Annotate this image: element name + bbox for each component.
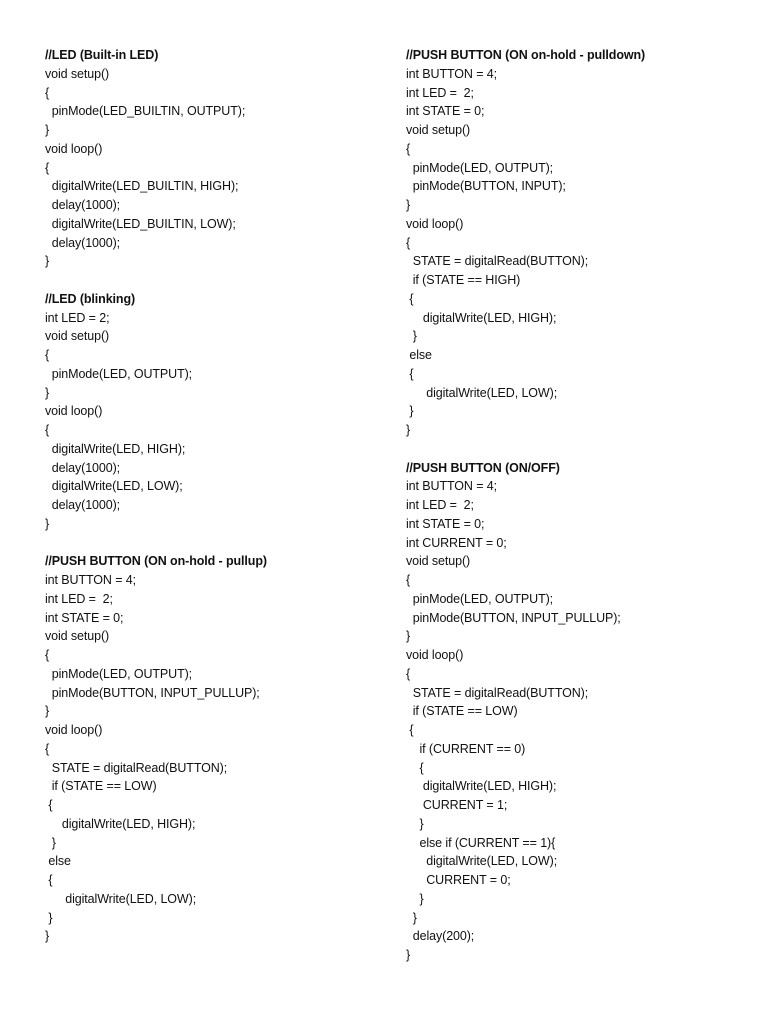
- code-line: }: [406, 948, 411, 963]
- code-line: }: [45, 835, 56, 850]
- code-line: digitalWrite(LED_BUILTIN, LOW);: [45, 216, 236, 231]
- code-line: void setup(): [45, 629, 110, 644]
- code-line: digitalWrite(LED, LOW);: [406, 854, 558, 869]
- code-line: if (STATE == LOW): [406, 704, 518, 719]
- code-line: int STATE = 0;: [406, 104, 485, 119]
- code-line: }: [406, 329, 417, 344]
- code-line: digitalWrite(LED, HIGH);: [406, 779, 557, 794]
- code-line: void loop(): [45, 723, 103, 738]
- code-snippet: [406, 46, 746, 440]
- code-line: STATE = digitalRead(BUTTON);: [406, 254, 589, 269]
- code-line: pinMode(LED, OUTPUT);: [406, 160, 554, 175]
- code-line: void loop(): [406, 216, 464, 231]
- code-line: {: [406, 291, 414, 306]
- snippet-heading: //LED (blinking): [45, 291, 136, 306]
- code-line: pinMode(LED, OUTPUT);: [45, 366, 193, 381]
- code-line: delay(1000);: [45, 235, 121, 250]
- code-line: else if (CURRENT == 1){: [406, 835, 556, 850]
- code-line: void setup(): [406, 123, 471, 137]
- code-line: int STATE = 0;: [406, 516, 485, 531]
- code-snippet: [406, 459, 746, 965]
- code-line: {: [45, 85, 50, 100]
- code-line: }: [406, 891, 424, 906]
- code-line: int LED = 2;: [406, 85, 474, 100]
- code-line: STATE = digitalRead(BUTTON);: [45, 760, 228, 775]
- code-line: {: [45, 741, 50, 756]
- code-line: int BUTTON = 4;: [406, 66, 498, 81]
- code-line: {: [406, 723, 414, 738]
- code-line: {: [45, 348, 50, 363]
- code-line: }: [406, 198, 411, 212]
- code-line: void loop(): [45, 141, 103, 156]
- code-line: STATE = digitalRead(BUTTON);: [406, 685, 589, 700]
- code-snippet: [45, 46, 375, 271]
- code-line: void loop(): [406, 648, 464, 663]
- code-line: digitalWrite(LED, LOW);: [406, 385, 558, 400]
- code-line: digitalWrite(LED, HIGH);: [45, 816, 196, 831]
- code-line: {: [406, 760, 424, 775]
- code-snippet: [45, 290, 375, 534]
- code-line: int LED = 2;: [45, 310, 110, 325]
- code-line: {: [406, 666, 411, 681]
- snippet-heading: //PUSH BUTTON (ON on-hold - pulldown): [406, 48, 646, 62]
- code-line: {: [406, 573, 411, 588]
- code-line: pinMode(BUTTON, INPUT_PULLUP);: [45, 685, 260, 700]
- code-line: digitalWrite(LED, HIGH);: [406, 310, 557, 325]
- code-line: }: [45, 929, 50, 944]
- code-line: void setup(): [406, 554, 471, 569]
- code-line: else: [45, 854, 71, 869]
- code-line: {: [406, 141, 411, 156]
- code-line: digitalWrite(LED, HIGH);: [45, 441, 186, 456]
- code-line: int LED = 2;: [45, 591, 113, 606]
- snippet-heading: //PUSH BUTTON (ON on-hold - pullup): [45, 554, 267, 569]
- code-line: delay(1000);: [45, 198, 121, 212]
- code-line: pinMode(LED, OUTPUT);: [45, 666, 193, 681]
- code-line: delay(1000);: [45, 498, 121, 513]
- code-line: pinMode(BUTTON, INPUT_PULLUP);: [406, 610, 621, 625]
- code-line: digitalWrite(LED_BUILTIN, HIGH);: [45, 179, 239, 194]
- code-line: digitalWrite(LED, LOW);: [45, 479, 183, 494]
- code-line: CURRENT = 0;: [406, 873, 511, 888]
- code-line: int LED = 2;: [406, 498, 474, 513]
- code-line: void setup(): [45, 66, 110, 81]
- code-line: int STATE = 0;: [45, 610, 124, 625]
- code-snippet: [45, 552, 375, 946]
- code-line: delay(1000);: [45, 460, 121, 475]
- code-line: }: [406, 404, 414, 419]
- code-line: int BUTTON = 4;: [406, 479, 498, 494]
- code-line: pinMode(LED_BUILTIN, OUTPUT);: [45, 104, 246, 119]
- code-line: pinMode(LED, OUTPUT);: [406, 591, 554, 606]
- code-line: {: [45, 873, 53, 888]
- code-line: }: [45, 123, 50, 137]
- code-line: }: [45, 516, 50, 531]
- code-line: void loop(): [45, 404, 103, 419]
- code-line: pinMode(BUTTON, INPUT);: [406, 179, 566, 194]
- code-line: }: [45, 910, 53, 925]
- code-line: if (CURRENT == 0): [406, 741, 526, 756]
- code-line: if (STATE == HIGH): [406, 273, 521, 287]
- code-line: void setup(): [45, 329, 110, 344]
- code-line: }: [45, 254, 50, 269]
- snippet-heading: //PUSH BUTTON (ON/OFF): [406, 460, 560, 475]
- left-code-column: [45, 46, 375, 965]
- code-line: {: [406, 366, 414, 381]
- code-line: {: [45, 648, 50, 663]
- code-line: CURRENT = 1;: [406, 798, 508, 813]
- code-line: }: [45, 704, 50, 719]
- code-line: }: [406, 816, 424, 831]
- right-code-column: [406, 46, 746, 984]
- code-line: {: [45, 160, 50, 175]
- code-line: int CURRENT = 0;: [406, 535, 507, 550]
- code-line: delay(200);: [406, 929, 475, 944]
- code-line: else: [406, 348, 432, 362]
- code-line: }: [406, 910, 417, 925]
- code-line: {: [406, 235, 411, 250]
- code-line: {: [45, 798, 53, 813]
- code-line: }: [406, 423, 411, 437]
- code-line: int BUTTON = 4;: [45, 573, 137, 588]
- code-line: }: [406, 629, 411, 644]
- code-line: {: [45, 423, 50, 438]
- code-line: if (STATE == LOW): [45, 779, 157, 794]
- code-line: }: [45, 385, 50, 400]
- code-line: digitalWrite(LED, LOW);: [45, 891, 197, 906]
- snippet-heading: //LED (Built-in LED): [45, 48, 159, 62]
